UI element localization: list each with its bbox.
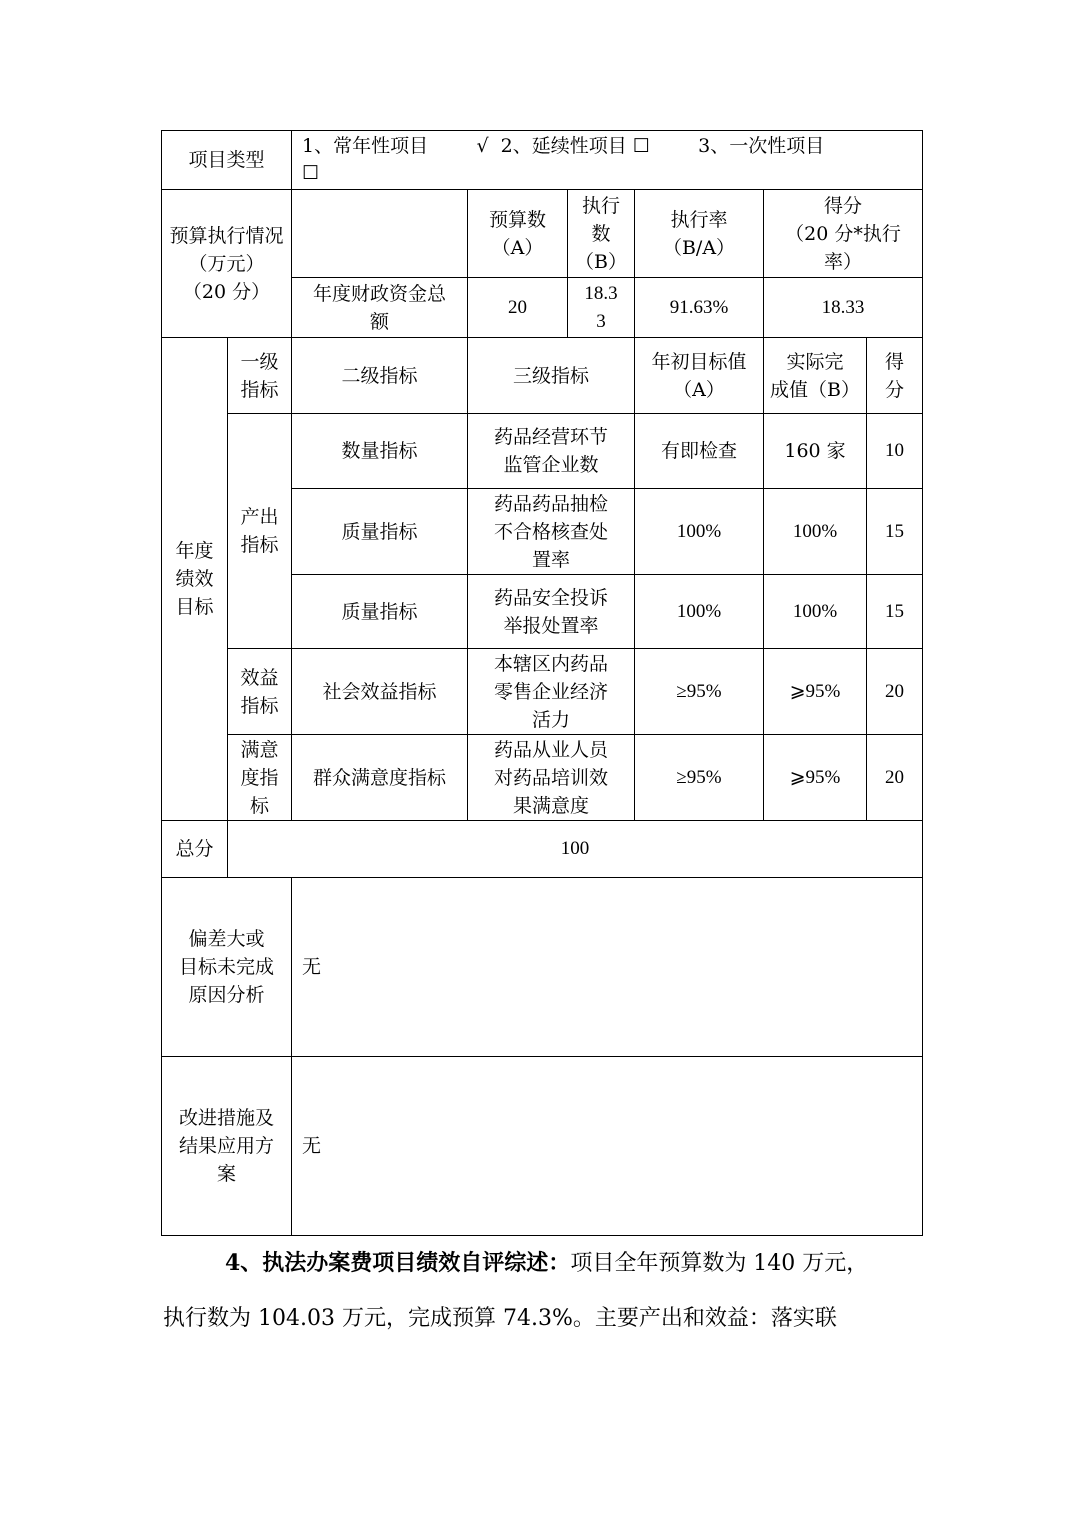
table-row [162,414,923,489]
row-level2: 社会效益指标 [292,649,468,735]
row-target: 100% [635,489,764,575]
budget-row-exec: 18.3 3 [568,278,635,338]
goals-header-level1: 一级 指标 [228,338,292,414]
project-type-label: 项目类型 [162,131,292,190]
row-actual: ⩾95% [764,735,867,821]
row-level2: 数量指标 [292,414,468,489]
row-level3: 药品安全投诉 举报处置率 [468,575,635,649]
row-level2: 质量指标 [292,489,468,575]
row-target: 有即检查 [635,414,764,489]
improvement-row [162,1057,923,1236]
total-label: 总分 [162,821,228,878]
budget-header-exec: 执行 数 （B） [568,190,635,278]
goals-header-actual: 实际完 成值（B） [764,338,867,414]
goals-header-level3: 三级指标 [468,338,635,414]
paragraph-line1-text: 项目全年预算数为 140 万元， [570,1251,869,1276]
option-continuing-checkbox: ☐ [632,135,650,157]
option-continuing: 2、延续性项目 [500,135,627,157]
row-score: 15 [867,489,923,575]
goals-label: 年度 绩效 目标 [162,338,228,821]
goals-header-level2: 二级指标 [292,338,468,414]
budget-row-budget: 20 [468,278,568,338]
row-level2: 质量指标 [292,575,468,649]
project-type-options [292,131,923,190]
budget-header-score: 得分 （20 分*执行 率） [764,190,923,278]
goals-header-score: 得 分 [867,338,923,414]
row-target: ≥95% [635,735,764,821]
total-row [162,821,923,878]
total-value: 100 [228,821,923,878]
row-score: 10 [867,414,923,489]
option-onetime-checkbox: ☐ [302,162,320,184]
row-actual: 160 家 [764,414,867,489]
budget-row-rate: 91.63% [635,278,764,338]
budget-label: 预算执行情况 （万元） （20 分） [162,190,292,338]
row-score: 15 [867,575,923,649]
row-actual: ⩾95% [764,649,867,735]
group-output: 产出 指标 [228,414,292,649]
budget-header-rate: 执行率 （B/A） [635,190,764,278]
row-level3: 药品从业人员 对药品培训效 果满意度 [468,735,635,821]
deviation-row [162,878,923,1057]
table-row [162,735,923,821]
row-level3: 药品药品抽检 不合格核查处 置率 [468,489,635,575]
paragraph-heading: 4、执法办案费项目绩效自评综述： [225,1250,571,1276]
goals-header-target: 年初目标值 （A） [635,338,764,414]
budget-header-budget: 预算数 （A） [468,190,568,278]
row-actual: 100% [764,489,867,575]
group-benefit: 效益 指标 [228,649,292,735]
option-onetime: 3、一次性项目 [698,135,825,157]
group-satisfaction: 满意 度指 标 [228,735,292,821]
row-score: 20 [867,649,923,735]
row-actual: 100% [764,575,867,649]
row-target: 100% [635,575,764,649]
budget-header-row [162,190,923,278]
table-row [162,649,923,735]
paragraph-line-2: 执行数为 104.03 万元，完成预算 74.3%。主要产出和效益：落实联 [163,1306,837,1331]
improvement-value: 无 [292,1057,923,1236]
budget-header-blank [292,190,468,278]
row-level2: 群众满意度指标 [292,735,468,821]
project-type-row [162,131,923,190]
improvement-label: 改进措施及 结果应用方 案 [162,1057,292,1236]
paragraph-line-1 [163,1248,923,1279]
deviation-value: 无 [292,878,923,1057]
deviation-label: 偏差大或 目标未完成 原因分析 [162,878,292,1057]
budget-row-name: 年度财政资金总 额 [292,278,468,338]
goals-header-row [162,338,923,414]
row-level3: 药品经营环节 监管企业数 [468,414,635,489]
option-annual-check: √ [476,135,489,157]
row-score: 20 [867,735,923,821]
row-target: ≥95% [635,649,764,735]
row-level3: 本辖区内药品 零售企业经济 活力 [468,649,635,735]
performance-table [161,130,923,1236]
option-annual: 1、常年性项目 [302,135,429,157]
budget-row-score: 18.33 [764,278,923,338]
